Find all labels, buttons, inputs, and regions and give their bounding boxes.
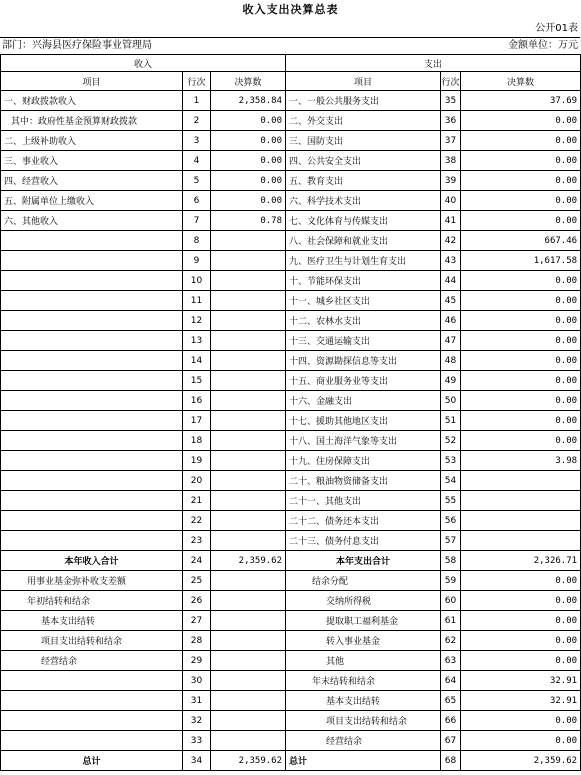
table-row — [1, 311, 581, 331]
expense-line-no: 47 — [441, 331, 461, 351]
expense-amount: 0.00 — [461, 171, 581, 191]
expense-amount: 2,359.62 — [461, 751, 581, 771]
income-line-no: 5 — [183, 171, 211, 191]
expense-item: 二十、粮油物资储备支出 — [286, 471, 441, 491]
expense-amount: 0.00 — [461, 211, 581, 231]
expense-amount: 32.91 — [461, 671, 581, 691]
expense-line-no: 53 — [441, 451, 461, 471]
income-amount — [211, 491, 286, 511]
income-line-no: 16 — [183, 391, 211, 411]
expense-amount: 0.00 — [461, 731, 581, 751]
expense-item: 七、文化体育与传媒支出 — [286, 211, 441, 231]
income-amount: 0.00 — [211, 131, 286, 151]
expense-line-no: 68 — [441, 751, 461, 771]
income-line-no: 27 — [183, 611, 211, 631]
income-item: 经营结余 — [1, 651, 183, 671]
expense-section-header: 支出 — [286, 55, 581, 72]
expense-line-no: 50 — [441, 391, 461, 411]
income-item: 其中：政府性基金预算财政拨款 — [1, 111, 183, 131]
table-row — [1, 571, 581, 591]
table-row — [1, 451, 581, 471]
income-line-no: 23 — [183, 531, 211, 551]
expense-amount: 0.00 — [461, 611, 581, 631]
table-row — [1, 111, 581, 131]
expense-item: 十二、农林水支出 — [286, 311, 441, 331]
income-line-no: 33 — [183, 731, 211, 751]
table-row — [1, 351, 581, 371]
expense-item: 十七、援助其他地区支出 — [286, 411, 441, 431]
table-row — [1, 91, 581, 111]
income-line-no: 17 — [183, 411, 211, 431]
income-amount — [211, 331, 286, 351]
expense-amount: 32.91 — [461, 691, 581, 711]
expense-item: 一、一般公共服务支出 — [286, 91, 441, 111]
income-amount — [211, 531, 286, 551]
income-item: 用事业基金弥补收支差额 — [1, 571, 183, 591]
table-row — [1, 411, 581, 431]
income-amount — [211, 611, 286, 631]
table-row — [1, 151, 581, 171]
expense-item: 经营结余 — [286, 731, 441, 751]
income-item — [1, 411, 183, 431]
expense-amount — [461, 471, 581, 491]
income-amount — [211, 311, 286, 331]
income-item: 一、财政拨款收入 — [1, 91, 183, 111]
expense-amount: 0.00 — [461, 591, 581, 611]
expense-item: 五、教育支出 — [286, 171, 441, 191]
expense-item: 三、国防支出 — [286, 131, 441, 151]
expense-line-no: 51 — [441, 411, 461, 431]
income-amount — [211, 271, 286, 291]
table-row — [1, 271, 581, 291]
expense-line-no: 46 — [441, 311, 461, 331]
expense-amount: 0.00 — [461, 311, 581, 331]
expense-amount: 0.00 — [461, 571, 581, 591]
expense-line-no: 42 — [441, 231, 461, 251]
report-title: 收入支出决算总表 — [242, 3, 339, 16]
income-line-no: 11 — [183, 291, 211, 311]
expense-line-no: 57 — [441, 531, 461, 551]
income-line-no: 10 — [183, 271, 211, 291]
income-amount — [211, 571, 286, 591]
income-line-no: 29 — [183, 651, 211, 671]
income-line-no: 20 — [183, 471, 211, 491]
expense-line-no: 63 — [441, 651, 461, 671]
income-amount — [211, 371, 286, 391]
expense-line-no: 36 — [441, 111, 461, 131]
table-row — [1, 651, 581, 671]
table-row — [1, 531, 581, 551]
income-item — [1, 511, 183, 531]
income-line-no: 6 — [183, 191, 211, 211]
expense-amount: 0.00 — [461, 391, 581, 411]
income-line-no: 32 — [183, 711, 211, 731]
income-amount: 2,358.84 — [211, 91, 286, 111]
income-amount-header: 决算数 — [211, 72, 286, 91]
income-item-header: 项目 — [1, 72, 183, 91]
income-line-no: 31 — [183, 691, 211, 711]
expense-line-no: 52 — [441, 431, 461, 451]
income-amount — [211, 351, 286, 371]
table-row — [1, 191, 581, 211]
expense-line-no: 39 — [441, 171, 461, 191]
expense-item: 十三、交通运输支出 — [286, 331, 441, 351]
table-row — [1, 171, 581, 191]
table-row — [1, 511, 581, 531]
income-item — [1, 391, 183, 411]
expense-line-no: 60 — [441, 591, 461, 611]
expense-item: 交纳所得税 — [286, 591, 441, 611]
table-row — [1, 471, 581, 491]
expense-amount: 0.00 — [461, 131, 581, 151]
expense-line-no: 55 — [441, 491, 461, 511]
budget-table — [0, 54, 581, 771]
income-line-no: 28 — [183, 631, 211, 651]
expense-item-header: 项目 — [286, 72, 441, 91]
expense-line-no: 67 — [441, 731, 461, 751]
table-row — [1, 551, 581, 571]
income-line-no: 21 — [183, 491, 211, 511]
expense-line-header: 行次 — [441, 72, 461, 91]
income-item — [1, 731, 183, 751]
expense-amount: 0.00 — [461, 271, 581, 291]
income-item — [1, 711, 183, 731]
expense-item: 十五、商业服务业等支出 — [286, 371, 441, 391]
expense-amount: 0.00 — [461, 351, 581, 371]
table-row — [1, 671, 581, 691]
income-item: 项目支出结转和结余 — [1, 631, 183, 651]
expense-line-no: 44 — [441, 271, 461, 291]
income-amount — [211, 231, 286, 251]
expense-item: 本年支出合计 — [286, 551, 441, 571]
expense-item: 十四、资源勘探信息等支出 — [286, 351, 441, 371]
expense-item: 十六、金融支出 — [286, 391, 441, 411]
expense-amount — [461, 531, 581, 551]
unit-label: 金额单位：万元 — [508, 40, 578, 51]
expense-line-no: 54 — [441, 471, 461, 491]
expense-amount — [461, 511, 581, 531]
expense-line-no: 45 — [441, 291, 461, 311]
income-item — [1, 531, 183, 551]
expense-item: 十九、住房保障支出 — [286, 451, 441, 471]
income-line-no: 14 — [183, 351, 211, 371]
expense-item: 二、外交支出 — [286, 111, 441, 131]
income-item — [1, 271, 183, 291]
expense-amount: 0.00 — [461, 411, 581, 431]
expense-item: 二十二、债务还本支出 — [286, 511, 441, 531]
table-row — [1, 291, 581, 311]
income-amount — [211, 731, 286, 751]
income-item — [1, 471, 183, 491]
expense-line-no: 58 — [441, 551, 461, 571]
expense-amount: 1,617.58 — [461, 251, 581, 271]
expense-amount: 0.00 — [461, 191, 581, 211]
income-amount: 0.00 — [211, 191, 286, 211]
expense-item: 十八、国土海洋气象等支出 — [286, 431, 441, 451]
expense-item: 结余分配 — [286, 571, 441, 591]
expense-item: 提取职工福利基金 — [286, 611, 441, 631]
expense-line-no: 64 — [441, 671, 461, 691]
expense-item: 十、节能环保支出 — [286, 271, 441, 291]
income-line-no: 12 — [183, 311, 211, 331]
expense-amount: 0.00 — [461, 631, 581, 651]
expense-line-no: 41 — [441, 211, 461, 231]
table-row — [1, 751, 581, 771]
income-amount: 0.00 — [211, 151, 286, 171]
income-line-no: 24 — [183, 551, 211, 571]
income-amount — [211, 591, 286, 611]
expense-amount: 0.00 — [461, 331, 581, 351]
income-amount — [211, 451, 286, 471]
expense-amount: 0.00 — [461, 111, 581, 131]
table-row — [1, 331, 581, 351]
income-item: 六、其他收入 — [1, 211, 183, 231]
income-amount: 0.78 — [211, 211, 286, 231]
expense-item: 二十一、其他支出 — [286, 491, 441, 511]
income-line-no: 25 — [183, 571, 211, 591]
expense-amount: 0.00 — [461, 711, 581, 731]
income-item: 五、附属单位上缴收入 — [1, 191, 183, 211]
income-amount — [211, 411, 286, 431]
table-row — [1, 211, 581, 231]
income-item: 二、上级补助收入 — [1, 131, 183, 151]
expense-item: 转入事业基金 — [286, 631, 441, 651]
income-item: 基本支出结转 — [1, 611, 183, 631]
income-amount — [211, 251, 286, 271]
income-item — [1, 291, 183, 311]
income-item: 三、事业收入 — [1, 151, 183, 171]
expense-item: 其他 — [286, 651, 441, 671]
income-item — [1, 331, 183, 351]
expense-item: 八、社会保障和就业支出 — [286, 231, 441, 251]
income-item: 四、经营收入 — [1, 171, 183, 191]
expense-line-no: 49 — [441, 371, 461, 391]
expense-line-no: 59 — [441, 571, 461, 591]
income-line-no: 3 — [183, 131, 211, 151]
income-line-no: 9 — [183, 251, 211, 271]
income-item: 年初结转和结余 — [1, 591, 183, 611]
income-amount — [211, 631, 286, 651]
expense-amount-header: 决算数 — [461, 72, 581, 91]
income-amount — [211, 651, 286, 671]
income-line-no: 1 — [183, 91, 211, 111]
expense-line-no: 56 — [441, 511, 461, 531]
table-row — [1, 131, 581, 151]
income-amount: 2,359.62 — [211, 751, 286, 771]
income-line-no: 8 — [183, 231, 211, 251]
expense-item: 九、医疗卫生与计划生育支出 — [286, 251, 441, 271]
income-item: 本年收入合计 — [1, 551, 183, 571]
expense-item: 总计 — [286, 751, 441, 771]
table-row — [1, 611, 581, 631]
expense-line-no: 38 — [441, 151, 461, 171]
income-line-no: 13 — [183, 331, 211, 351]
income-amount — [211, 471, 286, 491]
expense-item: 四、公共安全支出 — [286, 151, 441, 171]
department-label: 部门：兴海县医疗保险事业管理局 — [2, 40, 152, 51]
expense-item: 二十三、债务付息支出 — [286, 531, 441, 551]
expense-amount: 0.00 — [461, 151, 581, 171]
income-amount — [211, 511, 286, 531]
income-section-header: 收入 — [1, 55, 286, 72]
divider — [0, 37, 580, 38]
expense-amount: 37.69 — [461, 91, 581, 111]
income-item — [1, 351, 183, 371]
table-row — [1, 731, 581, 751]
income-amount — [211, 291, 286, 311]
income-item — [1, 671, 183, 691]
income-item — [1, 311, 183, 331]
income-item — [1, 491, 183, 511]
income-line-no: 34 — [183, 751, 211, 771]
income-line-no: 26 — [183, 591, 211, 611]
table-row — [1, 371, 581, 391]
income-item — [1, 231, 183, 251]
table-row — [1, 251, 581, 271]
expense-item: 年末结转和结余 — [286, 671, 441, 691]
expense-item: 十一、城乡社区支出 — [286, 291, 441, 311]
income-amount — [211, 691, 286, 711]
table-row — [1, 631, 581, 651]
expense-item: 基本支出结转 — [286, 691, 441, 711]
expense-amount: 0.00 — [461, 651, 581, 671]
expense-amount: 0.00 — [461, 371, 581, 391]
table-row — [1, 711, 581, 731]
expense-item: 项目支出结转和结余 — [286, 711, 441, 731]
expense-amount: 667.46 — [461, 231, 581, 251]
income-item — [1, 251, 183, 271]
expense-line-no: 48 — [441, 351, 461, 371]
income-line-no: 2 — [183, 111, 211, 131]
income-line-no: 7 — [183, 211, 211, 231]
table-row — [1, 231, 581, 251]
income-line-header: 行次 — [183, 72, 211, 91]
expense-amount: 3.98 — [461, 451, 581, 471]
expense-line-no: 40 — [441, 191, 461, 211]
expense-amount — [461, 491, 581, 511]
income-line-no: 18 — [183, 431, 211, 451]
income-amount — [211, 711, 286, 731]
form-number: 公开01表 — [535, 23, 578, 34]
income-line-no: 22 — [183, 511, 211, 531]
expense-line-no: 37 — [441, 131, 461, 151]
income-amount — [211, 391, 286, 411]
income-item — [1, 431, 183, 451]
expense-amount: 0.00 — [461, 291, 581, 311]
income-line-no: 30 — [183, 671, 211, 691]
expense-line-no: 62 — [441, 631, 461, 651]
expense-line-no: 66 — [441, 711, 461, 731]
income-amount — [211, 431, 286, 451]
income-amount — [211, 671, 286, 691]
income-item — [1, 371, 183, 391]
income-amount: 0.00 — [211, 111, 286, 131]
income-amount: 2,359.62 — [211, 551, 286, 571]
expense-line-no: 35 — [441, 91, 461, 111]
income-amount: 0.00 — [211, 171, 286, 191]
income-item — [1, 451, 183, 471]
expense-line-no: 43 — [441, 251, 461, 271]
table-row — [1, 591, 581, 611]
expense-amount: 2,326.71 — [461, 551, 581, 571]
income-item — [1, 691, 183, 711]
expense-amount: 0.00 — [461, 431, 581, 451]
table-row — [1, 491, 581, 511]
expense-line-no: 65 — [441, 691, 461, 711]
table-row — [1, 391, 581, 411]
expense-line-no: 61 — [441, 611, 461, 631]
income-item: 总计 — [1, 751, 183, 771]
income-line-no: 19 — [183, 451, 211, 471]
table-row — [1, 691, 581, 711]
expense-item: 六、科学技术支出 — [286, 191, 441, 211]
income-line-no: 4 — [183, 151, 211, 171]
income-line-no: 15 — [183, 371, 211, 391]
table-row — [1, 431, 581, 451]
